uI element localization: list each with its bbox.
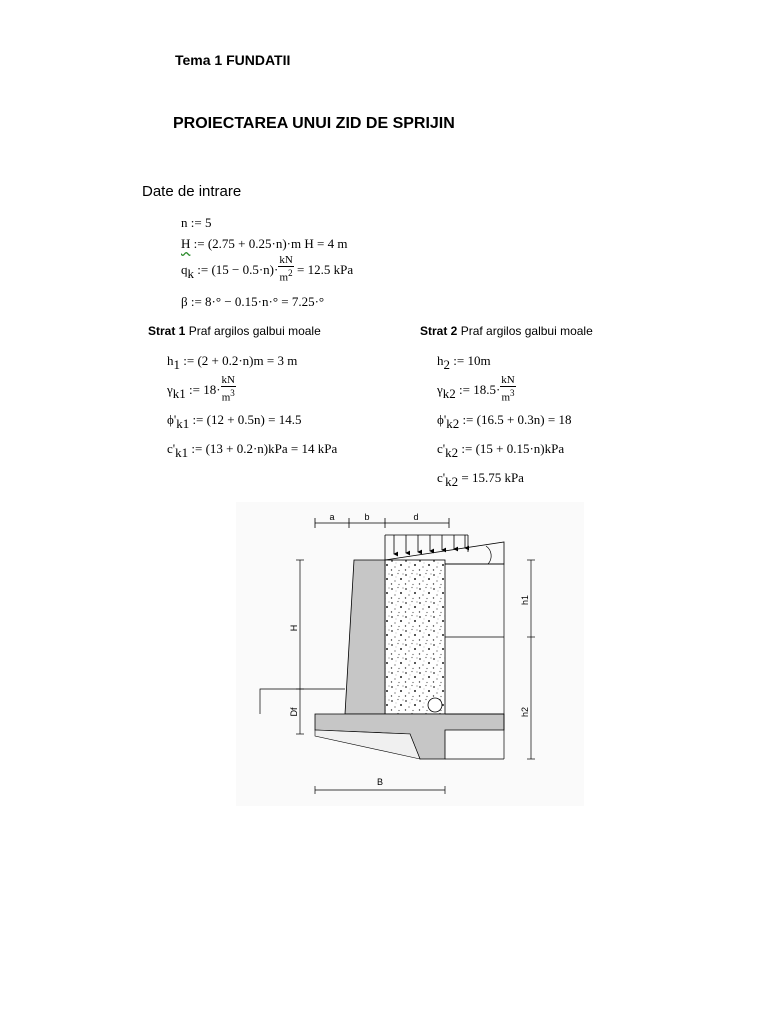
dim-label-h1: h1 (520, 594, 530, 606)
dim-label-B: B (376, 777, 384, 787)
strat1-heading: Strat 1 Praf argilos galbui moale (148, 324, 321, 338)
retaining-wall-diagram (236, 502, 584, 806)
tema-heading: Tema 1 FUNDATII (175, 52, 291, 68)
eq-H: H := (2.75 + 0.25·n)·m H = 4 m (181, 236, 348, 251)
strat1-phi: ϕ'k1 := (12 + 0.5n) = 14.5 (167, 412, 302, 431)
strat2-c: c'k2 := (15 + 0.15·n)kPa (437, 441, 565, 460)
strat2-c-result: c'k2 = 15.75 kPa (437, 470, 524, 489)
dim-label-a: a (329, 512, 335, 522)
strat1-c: c'k1 := (13 + 0.2·n)kPa = 14 kPa (167, 441, 338, 460)
dim-label-d: d (413, 512, 419, 522)
drain-pipe (428, 698, 442, 712)
eq-qk: qk := (15 − 0.5·n)· $\frac{kN}{m^2}$ = 12.5 kPa (181, 254, 354, 284)
strat1-gamma: γk1 := 18· $\frac{kN}{m^3}$ (167, 374, 235, 404)
strat2-heading: Strat 2 Praf argilos galbui moale (420, 324, 593, 338)
strat2-gamma: γk2 := 18.5· $\frac{kN}{m^3}$ (437, 374, 515, 404)
section-heading: Date de intrare (142, 183, 242, 200)
dim-label-h2: h2 (520, 706, 530, 718)
dim-label-H: H (289, 624, 299, 632)
eq-n: n := 5 (181, 215, 212, 230)
strat2-h: h2 := 10m (437, 353, 491, 372)
dim-label-Df: Df (289, 707, 299, 717)
dim-label-b: b (364, 512, 370, 522)
eq-beta: β := 8·° − 0.15·n·° = 7.25·° (181, 294, 325, 309)
backfill (385, 560, 445, 714)
strat1-h: h1 := (2 + 0.2·n)m = 3 m (167, 353, 298, 372)
page-title: PROIECTAREA UNUI ZID DE SPRIJIN (173, 115, 455, 132)
strat2-phi: ϕ'k2 := (16.5 + 0.3n) = 18 (437, 412, 572, 431)
